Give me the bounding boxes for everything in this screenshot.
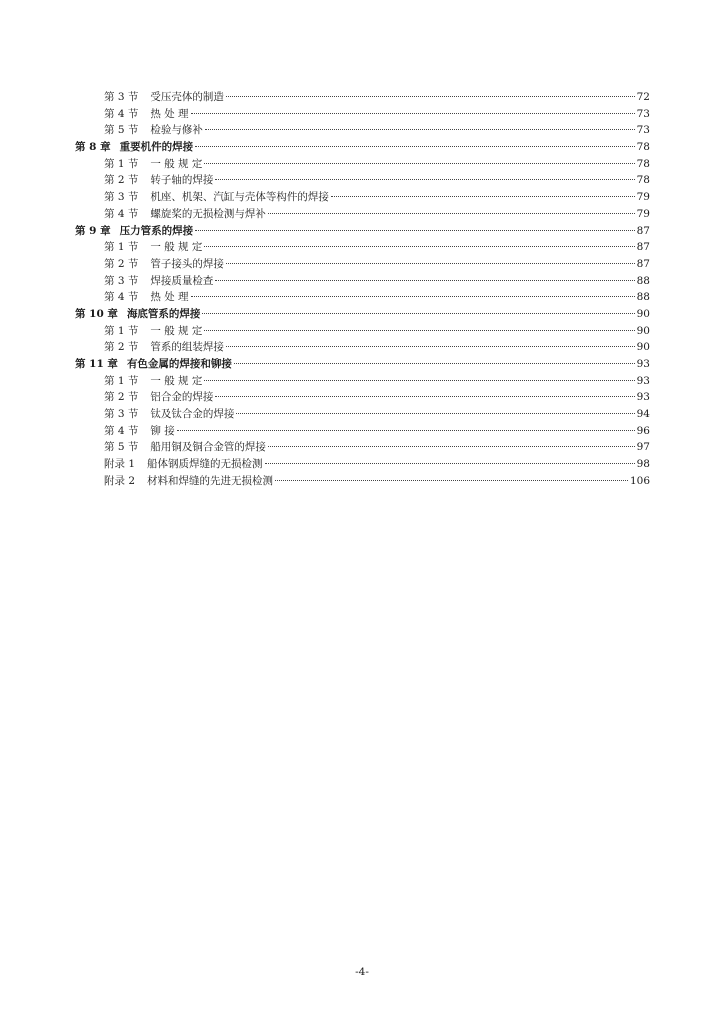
toc-entry-number: 附录 2 <box>104 474 136 487</box>
toc-entry-number: 第 4 节 <box>104 291 139 304</box>
toc-entry-number: 第 4 节 <box>104 107 139 120</box>
toc-chapter-entry[interactable] <box>75 356 650 373</box>
toc-entry-page: 88 <box>636 291 650 304</box>
toc-chapter-entry[interactable] <box>75 139 650 156</box>
table-of-contents <box>75 89 650 490</box>
toc-entry-page: 94 <box>636 408 650 421</box>
toc-entry-page: 90 <box>636 307 650 320</box>
toc-entry-page: 90 <box>636 324 650 337</box>
toc-entry-page: 79 <box>636 207 650 220</box>
toc-section-entry[interactable] <box>75 256 650 273</box>
toc-dot-leader <box>177 429 635 431</box>
toc-entry-number: 第 11 章 <box>75 358 118 370</box>
toc-entry-title: 机座、机架、汽缸与壳体等构件的焊接 <box>150 191 329 204</box>
toc-entry-page: 72 <box>636 91 650 103</box>
toc-section-entry[interactable] <box>75 439 650 456</box>
toc-entry-title: 海底管系的焊接 <box>126 307 201 320</box>
toc-dot-leader <box>331 195 635 197</box>
toc-dot-leader <box>236 412 634 414</box>
toc-entry-title: 铝合金的焊接 <box>150 391 214 404</box>
toc-entry-number: 第 1 节 <box>104 374 139 387</box>
toc-dot-leader <box>215 178 634 180</box>
toc-entry-number: 第 5 节 <box>104 441 139 454</box>
toc-section-entry[interactable] <box>75 406 650 423</box>
toc-entry-number: 第 2 节 <box>104 341 139 354</box>
toc-entry-title: 焊接质量检查 <box>150 274 214 287</box>
toc-entry-title: 受压壳体的制造 <box>150 91 224 103</box>
toc-entry-title: 重要机件的焊接 <box>119 141 194 154</box>
toc-entry-page: 98 <box>636 458 650 471</box>
toc-section-entry[interactable] <box>75 323 650 340</box>
toc-chapter-entry[interactable] <box>75 306 650 323</box>
toc-dot-leader <box>202 312 634 314</box>
toc-dot-leader <box>234 362 635 364</box>
toc-dot-leader <box>204 162 634 164</box>
toc-dot-leader <box>204 329 634 331</box>
toc-entry-title: 一 般 规 定 <box>150 374 203 387</box>
toc-section-entry[interactable] <box>75 339 650 356</box>
toc-section-entry[interactable] <box>75 389 650 406</box>
toc-dot-leader <box>215 395 634 397</box>
toc-entry-page: 93 <box>636 374 650 387</box>
toc-entry-page: 106 <box>629 474 650 487</box>
toc-section-entry[interactable] <box>75 172 650 189</box>
toc-entry-number: 第 4 节 <box>104 207 139 220</box>
toc-dot-leader <box>191 112 635 114</box>
toc-entry-title: 一 般 规 定 <box>150 157 203 170</box>
toc-entry-page: 79 <box>636 191 650 204</box>
toc-section-entry[interactable] <box>75 239 650 256</box>
toc-entry-page: 88 <box>636 274 650 287</box>
toc-section-entry[interactable] <box>75 106 650 123</box>
page-number: -4- <box>355 966 369 978</box>
toc-entry-page: 90 <box>636 341 650 354</box>
toc-dot-leader <box>195 229 635 231</box>
toc-entry-page: 78 <box>636 141 650 154</box>
toc-dot-leader <box>226 345 635 347</box>
toc-entry-title: 钛及钛合金的焊接 <box>150 408 235 421</box>
toc-chapter-entry[interactable] <box>75 223 650 240</box>
toc-section-entry[interactable] <box>75 156 650 173</box>
toc-section-entry[interactable] <box>75 373 650 390</box>
toc-entry-title: 管子接头的焊接 <box>150 257 224 270</box>
toc-dot-leader <box>226 95 635 97</box>
toc-entry-number: 第 5 节 <box>104 124 139 137</box>
toc-entry-page: 73 <box>636 124 650 137</box>
toc-entry-title: 一 般 规 定 <box>150 241 203 254</box>
toc-entry-page: 87 <box>636 257 650 270</box>
toc-dot-leader <box>195 145 635 147</box>
toc-entry-number: 第 10 章 <box>75 307 118 320</box>
toc-section-entry[interactable] <box>75 473 650 490</box>
toc-dot-leader <box>226 262 635 264</box>
toc-dot-leader <box>191 295 635 297</box>
toc-entry-page: 87 <box>636 224 650 237</box>
toc-entry-number: 第 3 节 <box>104 91 139 103</box>
toc-entry-title: 转子轴的焊接 <box>150 174 214 187</box>
toc-dot-leader <box>265 462 635 464</box>
toc-entry-title: 螺旋桨的无损检测与焊补 <box>150 207 266 220</box>
toc-entry-number: 第 3 节 <box>104 274 139 287</box>
toc-entry-title: 压力管系的焊接 <box>119 224 194 237</box>
toc-dot-leader <box>268 445 635 447</box>
toc-entry-page: 87 <box>636 241 650 254</box>
toc-section-entry[interactable] <box>75 189 650 206</box>
toc-entry-number: 第 4 节 <box>104 424 139 437</box>
toc-entry-title: 船用铜及铜合金管的焊接 <box>150 441 266 454</box>
toc-entry-page: 97 <box>636 441 650 454</box>
toc-entry-number: 第 3 节 <box>104 191 139 204</box>
toc-entry-number: 第 2 节 <box>104 257 139 270</box>
toc-dot-leader <box>215 279 634 281</box>
toc-entry-page: 78 <box>636 157 650 170</box>
toc-entry-number: 第 2 节 <box>104 391 139 404</box>
toc-section-entry[interactable] <box>75 456 650 473</box>
toc-entry-number: 第 1 节 <box>104 157 139 170</box>
toc-entry-title: 材料和焊缝的先进无损检测 <box>147 474 274 487</box>
toc-entry-number: 第 1 节 <box>104 324 139 337</box>
toc-entry-number: 第 3 节 <box>104 408 139 421</box>
toc-entry-title: 一 般 规 定 <box>150 324 203 337</box>
toc-entry-title: 检验与修补 <box>150 124 203 137</box>
toc-section-entry[interactable] <box>75 122 650 139</box>
toc-dot-leader <box>204 379 634 381</box>
toc-entry-page: 78 <box>636 174 650 187</box>
toc-section-entry[interactable] <box>75 89 650 106</box>
toc-entry-title: 船体钢质焊缝的无损检测 <box>147 458 263 471</box>
toc-entry-title: 热 处 理 <box>150 107 189 120</box>
toc-entry-title: 管系的组装焊接 <box>150 341 224 354</box>
toc-section-entry[interactable] <box>75 423 650 440</box>
toc-entry-page: 96 <box>636 424 650 437</box>
toc-entry-page: 73 <box>636 107 650 120</box>
toc-dot-leader <box>268 212 635 214</box>
toc-dot-leader <box>204 245 634 247</box>
toc-section-entry[interactable] <box>75 289 650 306</box>
toc-section-entry[interactable] <box>75 206 650 223</box>
toc-entry-number: 第 8 章 <box>75 141 111 154</box>
toc-entry-number: 附录 1 <box>104 458 136 471</box>
toc-entry-title: 热 处 理 <box>150 291 189 304</box>
toc-entry-title: 有色金属的焊接和铆接 <box>126 358 232 370</box>
toc-entry-title: 铆 接 <box>150 424 175 437</box>
toc-entry-number: 第 2 节 <box>104 174 139 187</box>
toc-entry-number: 第 9 章 <box>75 224 111 237</box>
toc-entry-page: 93 <box>636 358 650 370</box>
toc-dot-leader <box>275 479 628 481</box>
toc-entry-number: 第 1 节 <box>104 241 139 254</box>
toc-dot-leader <box>205 128 635 130</box>
toc-section-entry[interactable] <box>75 273 650 290</box>
toc-entry-page: 93 <box>636 391 650 404</box>
